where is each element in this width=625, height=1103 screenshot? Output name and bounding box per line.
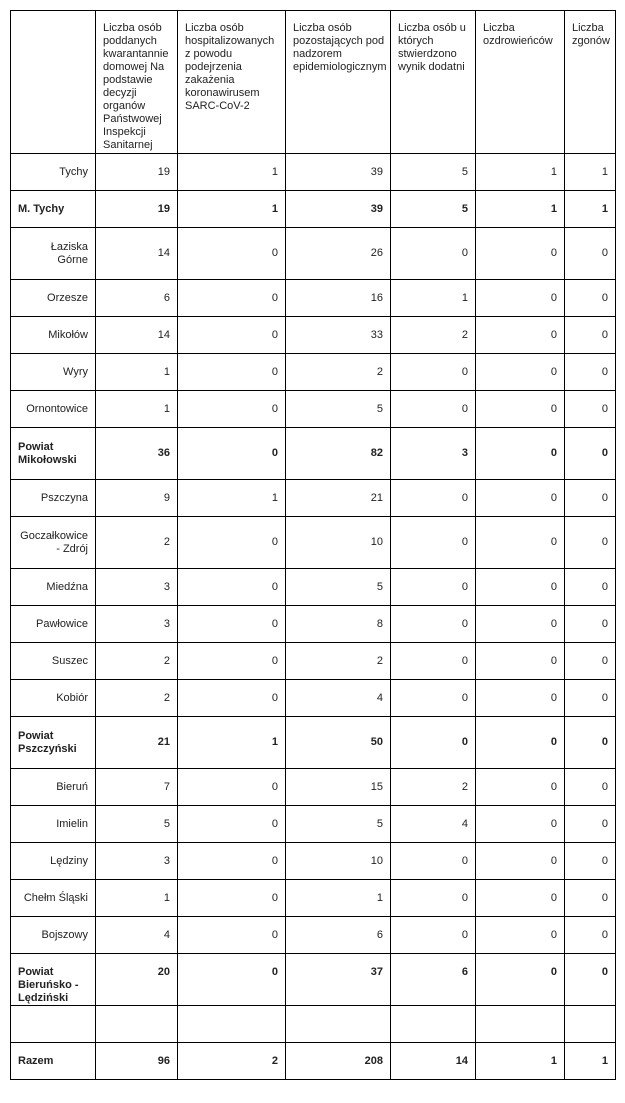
positive-cell: 0 [391,391,476,428]
hospitalized-cell [178,1006,286,1043]
supervision-cell: 26 [286,228,391,280]
recovered-cell: 1 [476,191,565,228]
table-row [11,228,616,280]
quarantine-cell: 2 [96,680,178,717]
supervision-cell: 10 [286,843,391,880]
supervision-cell: 37 [286,954,391,1006]
supervision-cell: 2 [286,354,391,391]
hospitalized-cell: 0 [178,917,286,954]
positive-cell: 0 [391,680,476,717]
supervision-cell: 2 [286,643,391,680]
quarantine-cell: 36 [96,428,178,480]
quarantine-cell: 3 [96,569,178,606]
deaths-cell: 1 [565,191,616,228]
table-row [11,1006,616,1043]
hospitalized-cell: 1 [178,480,286,517]
supervision-cell: 1 [286,880,391,917]
deaths-cell: 1 [565,1043,616,1080]
table-row [11,480,616,517]
positive-cell: 0 [391,354,476,391]
recovered-cell: 1 [476,154,565,191]
hospitalized-cell: 0 [178,643,286,680]
positive-cell: 2 [391,317,476,354]
table-row [11,806,616,843]
quarantine-cell: 6 [96,280,178,317]
table-row [11,843,616,880]
deaths-cell: 0 [565,954,616,1006]
positive-cell: 14 [391,1043,476,1080]
quarantine-cell: 20 [96,954,178,1006]
table-row [11,954,616,1006]
recovered-cell: 0 [476,954,565,1006]
hospitalized-cell: 0 [178,880,286,917]
deaths-cell: 0 [565,769,616,806]
row-name-cell: Suszec [11,643,96,680]
hospitalized-cell: 1 [178,154,286,191]
row-name-cell: Bojszowy [11,917,96,954]
positive-cell: 0 [391,517,476,569]
hospitalized-cell: 0 [178,954,286,1006]
table-row [11,317,616,354]
table-row [11,569,616,606]
hospitalized-cell: 0 [178,680,286,717]
deaths-cell: 0 [565,517,616,569]
positive-cell: 3 [391,428,476,480]
supervision-cell: 6 [286,917,391,954]
supervision-cell: 16 [286,280,391,317]
table-row [11,1043,616,1080]
quarantine-cell [96,1006,178,1043]
recovered-cell: 0 [476,769,565,806]
hospitalized-cell: 1 [178,717,286,769]
recovered-cell: 0 [476,569,565,606]
positive-cell: 0 [391,606,476,643]
supervision-cell: 5 [286,806,391,843]
table-row [11,428,616,480]
table-row [11,643,616,680]
table-row [11,880,616,917]
recovered-cell: 0 [476,480,565,517]
table-row [11,154,616,191]
supervision-cell: 15 [286,769,391,806]
deaths-cell [565,1006,616,1043]
row-name-cell: Pawłowice [11,606,96,643]
supervision-cell: 21 [286,480,391,517]
quarantine-cell: 96 [96,1043,178,1080]
positive-cell: 1 [391,280,476,317]
deaths-cell: 0 [565,480,616,517]
recovered-cell: 0 [476,717,565,769]
table-row [11,769,616,806]
hospitalized-cell: 1 [178,191,286,228]
deaths-cell: 0 [565,606,616,643]
supervision-cell: 50 [286,717,391,769]
deaths-cell: 0 [565,843,616,880]
row-name-cell: Lędziny [11,843,96,880]
deaths-cell: 0 [565,228,616,280]
positive-cell: 0 [391,643,476,680]
table-row [11,717,616,769]
positive-cell: 0 [391,228,476,280]
hospitalized-cell: 0 [178,569,286,606]
positive-cell: 2 [391,769,476,806]
table-row [11,354,616,391]
supervision-cell: 39 [286,154,391,191]
hospitalized-cell: 0 [178,391,286,428]
deaths-cell: 0 [565,643,616,680]
row-name-cell: Ornontowice [11,391,96,428]
quarantine-cell: 4 [96,917,178,954]
positive-cell: 4 [391,806,476,843]
header-hospitalized: Liczba osób hospitalizowanych z powodu podejrzenia zakażenia koronawirusem SARC-CoV-2 [178,11,286,154]
header-quarantine: Liczba osób poddanych kwarantannie domowej Na podstawie decyzji organów Państwowej Inspekcji Sanitarnej [96,11,178,154]
row-name-cell: Wyry [11,354,96,391]
table-row [11,517,616,569]
hospitalized-cell: 0 [178,280,286,317]
header-deaths: Liczba zgonów [565,11,616,154]
quarantine-cell: 9 [96,480,178,517]
deaths-cell: 0 [565,428,616,480]
hospitalized-cell: 0 [178,228,286,280]
positive-cell: 0 [391,917,476,954]
table-row [11,280,616,317]
recovered-cell: 0 [476,680,565,717]
recovered-cell: 0 [476,517,565,569]
quarantine-cell: 3 [96,606,178,643]
row-name-cell: Powiat Pszczyński [11,717,96,769]
hospitalized-cell: 0 [178,769,286,806]
header-recovered: Liczba ozdrowieńców [476,11,565,154]
recovered-cell: 0 [476,428,565,480]
row-name-cell: Powiat Mikołowski [11,428,96,480]
header-name [11,11,96,154]
recovered-cell: 0 [476,843,565,880]
row-name-cell: Razem [11,1043,96,1080]
row-name-cell: Bieruń [11,769,96,806]
hospitalized-cell: 0 [178,428,286,480]
hospitalized-cell: 0 [178,606,286,643]
positive-cell: 0 [391,880,476,917]
supervision-cell: 5 [286,569,391,606]
quarantine-cell: 7 [96,769,178,806]
row-name-cell: Miedźna [11,569,96,606]
recovered-cell: 0 [476,606,565,643]
recovered-cell: 1 [476,1043,565,1080]
hospitalized-cell: 0 [178,517,286,569]
row-name-cell: Kobiór [11,680,96,717]
deaths-cell: 0 [565,880,616,917]
positive-cell: 0 [391,843,476,880]
deaths-cell: 0 [565,391,616,428]
deaths-cell: 0 [565,354,616,391]
quarantine-cell: 1 [96,880,178,917]
deaths-cell: 0 [565,806,616,843]
hospitalized-cell: 2 [178,1043,286,1080]
deaths-cell: 0 [565,917,616,954]
quarantine-cell: 21 [96,717,178,769]
supervision-cell: 208 [286,1043,391,1080]
hospitalized-cell: 0 [178,354,286,391]
table-row [11,680,616,717]
recovered-cell: 0 [476,880,565,917]
hospitalized-cell: 0 [178,806,286,843]
positive-cell: 0 [391,717,476,769]
supervision-cell: 33 [286,317,391,354]
supervision-cell: 4 [286,680,391,717]
positive-cell [391,1006,476,1043]
positive-cell: 6 [391,954,476,1006]
quarantine-cell: 2 [96,517,178,569]
table-row [11,391,616,428]
row-name-cell: Pszczyna [11,480,96,517]
deaths-cell: 0 [565,717,616,769]
deaths-cell: 0 [565,317,616,354]
deaths-cell: 1 [565,154,616,191]
row-name-cell: Orzesze [11,280,96,317]
statistics-table [10,10,616,1080]
recovered-cell: 0 [476,280,565,317]
quarantine-cell: 14 [96,317,178,354]
hospitalized-cell: 0 [178,317,286,354]
supervision-cell: 10 [286,517,391,569]
row-name-cell: Mikołów [11,317,96,354]
positive-cell: 5 [391,191,476,228]
hospitalized-cell: 0 [178,843,286,880]
recovered-cell: 0 [476,643,565,680]
supervision-cell: 39 [286,191,391,228]
recovered-cell [476,1006,565,1043]
header-row [11,11,616,154]
deaths-cell: 0 [565,569,616,606]
recovered-cell: 0 [476,228,565,280]
row-name-cell: M. Tychy [11,191,96,228]
table-row [11,917,616,954]
row-name-cell: Chełm Śląski [11,880,96,917]
supervision-cell [286,1006,391,1043]
row-name-cell: Tychy [11,154,96,191]
recovered-cell: 0 [476,806,565,843]
quarantine-cell: 1 [96,354,178,391]
quarantine-cell: 19 [96,154,178,191]
recovered-cell: 0 [476,917,565,954]
table-row [11,191,616,228]
positive-cell: 0 [391,480,476,517]
header-supervision: Liczba osób pozostających pod nadzorem epidemiologicznym [286,11,391,154]
quarantine-cell: 5 [96,806,178,843]
row-name-cell: Powiat Bieruńsko - Lędziński [11,954,96,1006]
row-name-cell: Łaziska Górne [11,228,96,280]
recovered-cell: 0 [476,391,565,428]
quarantine-cell: 14 [96,228,178,280]
recovered-cell: 0 [476,317,565,354]
recovered-cell: 0 [476,354,565,391]
row-name-cell: Goczałkowice - Zdrój [11,517,96,569]
deaths-cell: 0 [565,280,616,317]
row-name-cell: Imielin [11,806,96,843]
row-name-cell [11,1006,96,1043]
deaths-cell: 0 [565,680,616,717]
supervision-cell: 8 [286,606,391,643]
header-positive: Liczba osób u których stwierdzono wynik dodatni [391,11,476,154]
positive-cell: 0 [391,569,476,606]
supervision-cell: 82 [286,428,391,480]
quarantine-cell: 19 [96,191,178,228]
quarantine-cell: 3 [96,843,178,880]
quarantine-cell: 2 [96,643,178,680]
positive-cell: 5 [391,154,476,191]
quarantine-cell: 1 [96,391,178,428]
table-row [11,606,616,643]
supervision-cell: 5 [286,391,391,428]
